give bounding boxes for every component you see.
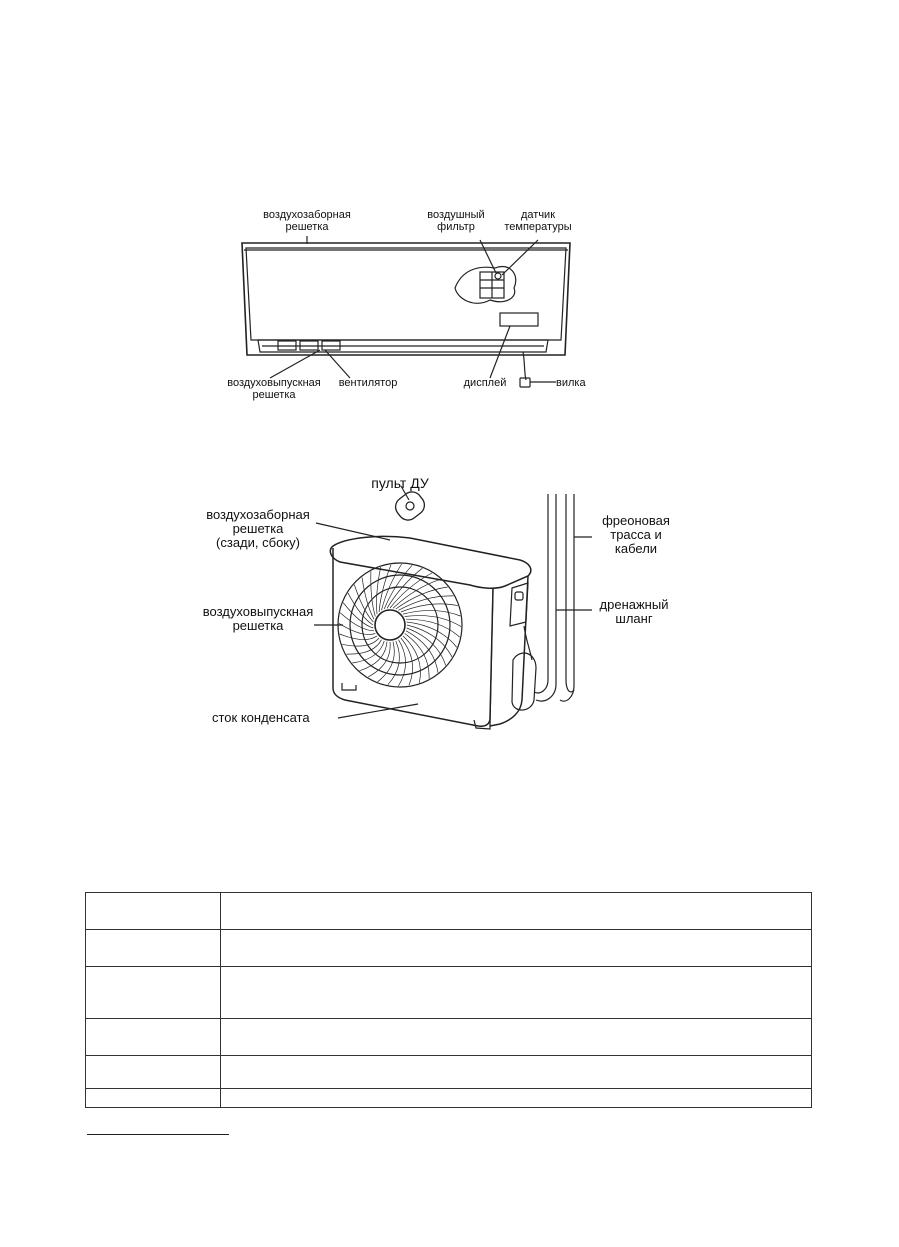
label-text: дисплей — [463, 377, 507, 389]
power-cord — [523, 352, 526, 380]
table-cell-label — [86, 967, 221, 1019]
table-row — [86, 1089, 812, 1108]
label-text: воздухозаборная решетка (сзади, сбоку) — [206, 507, 310, 550]
label-fan — [333, 377, 403, 389]
grille-spoke — [405, 616, 461, 627]
label-temp-sensor — [496, 209, 580, 233]
outlet-grille-ring — [362, 587, 438, 663]
label-indoor-air-outlet — [218, 377, 330, 401]
leader-outdoor-air-intake — [316, 523, 390, 540]
label-display — [455, 377, 515, 389]
table-cell-value — [221, 930, 812, 967]
grille-spoke — [340, 634, 377, 640]
label-drain-hose — [592, 598, 676, 626]
label-text: сток конденсата — [212, 710, 310, 725]
fan-hub — [375, 610, 405, 640]
table-cell-label — [86, 1056, 221, 1089]
table-cell-value — [221, 1056, 812, 1089]
label-remote — [360, 476, 440, 491]
table-row — [86, 967, 812, 1019]
grille-spoke — [377, 567, 381, 614]
label-text: воздуховыпускная решетка — [227, 377, 321, 401]
label-text: вилка — [556, 377, 586, 389]
drain-hose-2 — [560, 494, 574, 701]
remote-button — [404, 500, 415, 511]
refrigerant-pipe-1 — [534, 494, 548, 693]
drain-hose-1 — [566, 494, 574, 692]
refrigerant-pipe-2 — [536, 494, 556, 701]
label-text: вентилятор — [338, 377, 398, 389]
label-text: воздушный фильтр — [427, 209, 485, 233]
table-cell-value — [221, 1089, 812, 1108]
table-row — [86, 1056, 812, 1089]
grille-spoke — [403, 610, 460, 616]
label-text: датчик температуры — [504, 209, 572, 233]
label-air-filter — [416, 209, 496, 233]
table-cell-value — [221, 1019, 812, 1056]
outdoor-unit-edge — [490, 588, 493, 726]
outdoor-unit-side — [490, 576, 528, 726]
outdoor-unit — [314, 494, 592, 729]
table-cell-value — [221, 967, 812, 1019]
outdoor-unit-top — [330, 536, 530, 588]
spec-table-body — [86, 893, 812, 1108]
footnote-rule — [87, 1134, 229, 1135]
table-cell-label — [86, 1089, 221, 1108]
grille-spoke — [339, 623, 375, 634]
table-cell-value — [221, 893, 812, 930]
label-indoor-air-intake — [252, 209, 362, 233]
label-outdoor-air-outlet — [196, 605, 320, 633]
foot — [342, 683, 356, 690]
grille-spoke — [352, 641, 384, 663]
table-row — [86, 930, 812, 967]
outlet-grille-spokes — [339, 564, 461, 686]
label-outdoor-air-intake — [196, 508, 320, 550]
valve-cover-handle — [515, 592, 523, 600]
remote-body — [392, 488, 429, 524]
plug-shape — [520, 378, 530, 387]
label-text: фреоновая трасса и кабели — [602, 513, 670, 556]
spec-table — [85, 892, 812, 1108]
label-condensate — [212, 711, 338, 725]
label-text: воздуховыпускная решетка — [202, 604, 314, 633]
grille-spoke — [371, 571, 376, 616]
table-row — [86, 893, 812, 930]
table-cell-label — [86, 1019, 221, 1056]
label-text: воздухозаборная решетка — [263, 209, 351, 233]
display-window — [500, 313, 538, 326]
indoor-unit-body — [242, 243, 570, 355]
label-text: дренажный шланг — [599, 597, 669, 626]
leader-temp-sensor — [502, 240, 538, 275]
remote-control — [392, 488, 429, 524]
label-text: пульт ДУ — [371, 475, 429, 491]
label-plug — [556, 377, 592, 389]
table-cell-label — [86, 930, 221, 967]
grille-spoke — [346, 640, 381, 654]
table-row — [86, 1019, 812, 1056]
label-refrigerant-line — [592, 514, 680, 556]
indoor-unit — [242, 236, 570, 387]
table-cell-label — [86, 893, 221, 930]
